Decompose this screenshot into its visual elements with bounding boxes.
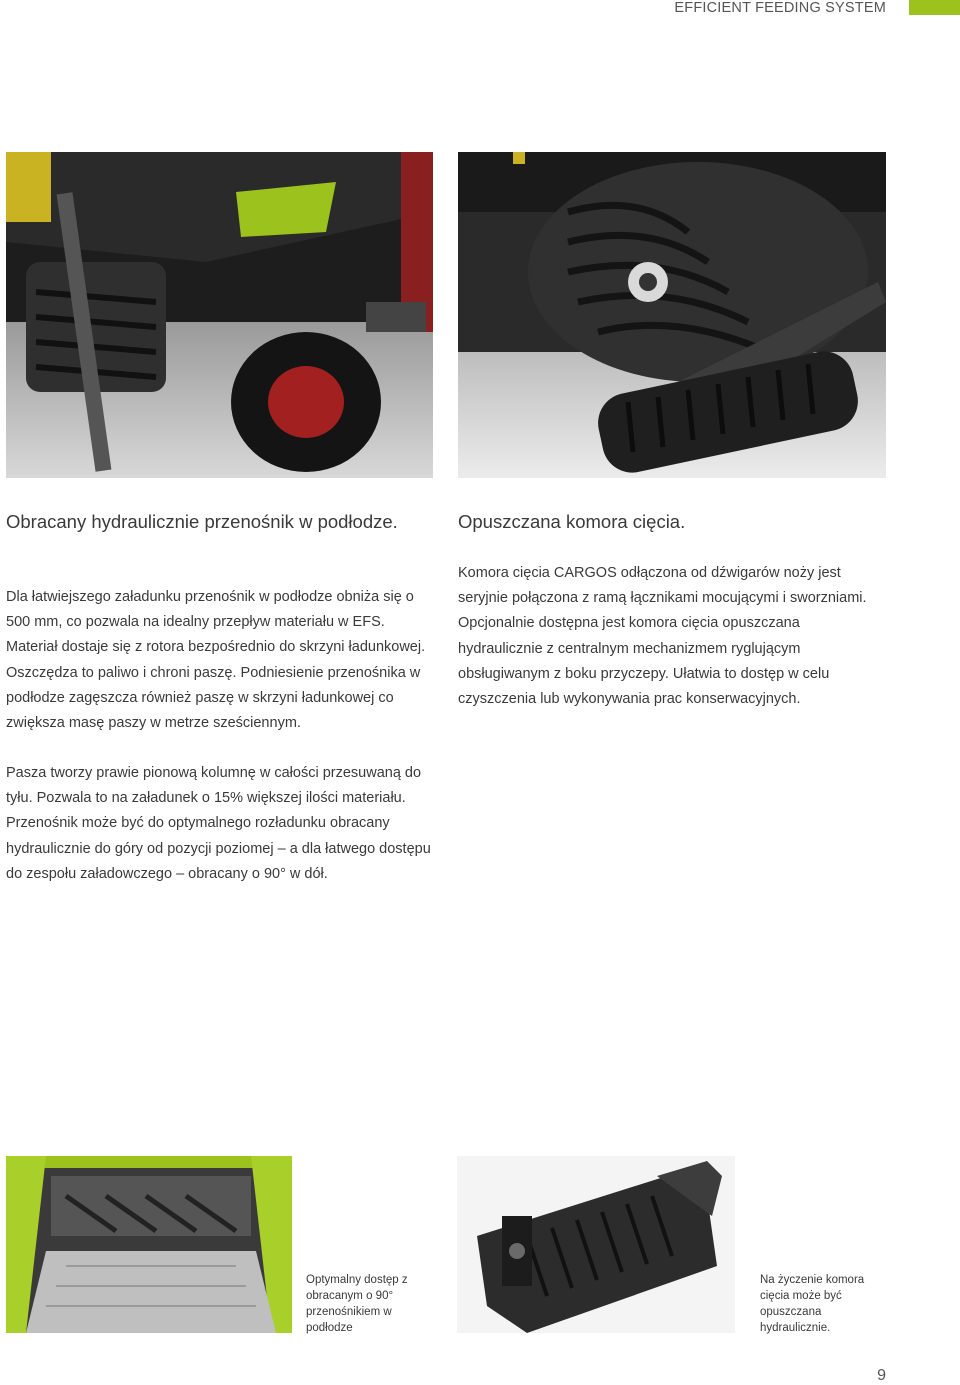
left-heading: Obracany hydraulicznie przenośnik w podłodze.: [6, 511, 398, 532]
photo-cutting-chamber: [458, 152, 886, 478]
right-paragraph: Komora cięcia CARGOS odłączona od dźwigarów noży jest seryjnie połączona z ramą łącznikami mocującymi i sworzniami. Opcjonalnie dostępna jest komora cięcia opuszczana hydraulicznie z centralnym mechanizmem ryglującym obsługiwanym z boku przyczepy. Ułatwia to dostęp w celu czyszczenia lub wykonywania prac konserwacyjnych.: [458, 565, 867, 708]
header-title: EFFICIENT FEEDING SYSTEM: [674, 0, 886, 16]
photo-floor-conveyor: [6, 152, 433, 478]
left-paragraph-2: Pasza tworzy prawie pionową kolumnę w całości przesuwaną do tyłu. Pozwala to na załadunek o 15% większej ilości materiału. Przenośnik może być do optymalnego rozładunku obracany hydraulicznie do góry od pozycji poziomej – a dla łatwego dostępu do zespołu załadowczego – obracany o 90° w dół.: [6, 765, 431, 882]
right-heading: Opuszczana komora cięcia.: [458, 511, 686, 532]
header-accent-bar: [909, 0, 960, 15]
photo-cutting-chamber-unit: [457, 1156, 735, 1333]
caption-conveyor: Optymalny dostęp z obracanym o 90° przenośnikiem w podłodze: [306, 1274, 408, 1334]
left-paragraph-1: Dla łatwiejszego załadunku przenośnik w podłodze obniża się o 500 mm, co pozwala na idealny przepływ materiału w EFS. Materiał dostaje się z rotora bezpośrednio do skrzyni ładunkowej. Oszczędza to paliwo i chroni paszę. Podniesienie przenośnika w podłodze zagęszcza również paszę w skrzyni ładunkowej co zwiększa masę paszy w metrze sześciennym.: [6, 589, 426, 732]
photo-conveyor-rotated: [6, 1156, 292, 1333]
page-number: 9: [877, 1367, 886, 1384]
caption-cutting-chamber: Na życzenie komora cięcia może być opuszczana hydraulicznie.: [760, 1274, 865, 1334]
